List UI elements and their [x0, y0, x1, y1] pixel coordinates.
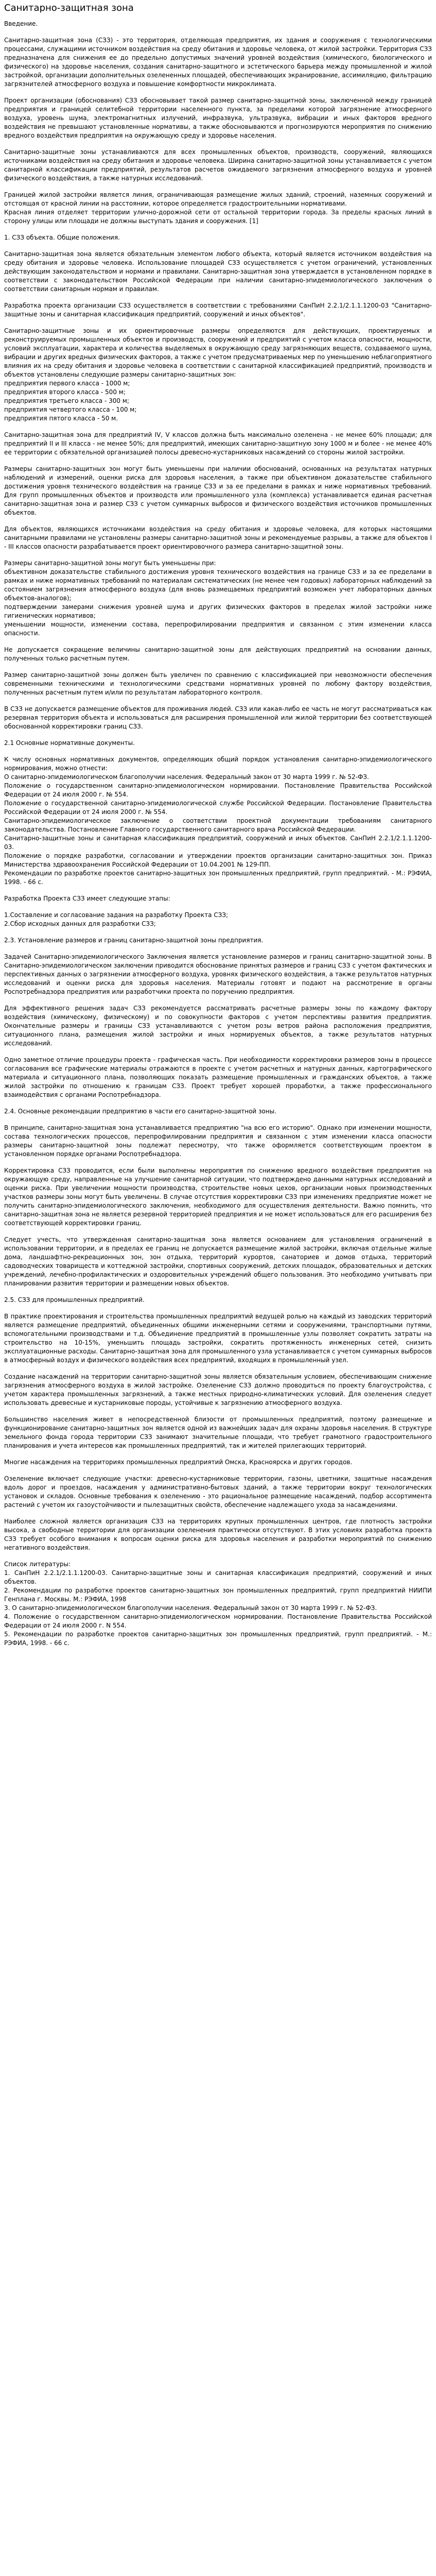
- paragraph: Рекомендации по разработке проектов санитарно-защитных зон промышленных предприятий, групп предприятий. - М.: РЭФИА, 1998. - 66 с.: [4, 870, 432, 886]
- paragraph: 2.1 Основные нормативные документы.: [4, 739, 135, 747]
- paragraph: предприятия первого класса - 1000 м;: [4, 380, 130, 387]
- paragraph: объективном доказательстве стабильного достижения уровня технического воздействия на границе СЗЗ и за ее пределами в рамках и ниже нормативных требований по материалам систематических (не менее чем годовых) лабораторных наблюдений за состоянием загрязнения атмосферного воздуха (для вновь размещаемых предприятий возможен учет лабораторных данных объектов-аналогов);: [4, 568, 432, 602]
- paragraph: К числу основных нормативных документов, определяющих общий порядок установления санитарно-эпидемиологического нормирования, можно отнести:: [4, 756, 432, 772]
- paragraph: подтверждении замерами снижения уровней шума и других физических факторов в пределах жилой застройки ниже гигиенических нормативов;: [4, 603, 432, 619]
- paragraph: В практике проектирования и строительства промышленных предприятий ведущей ролью на каждый из заводских территорий является размещение предприятий, объединенных общими инженерными сетями и сооружениями, транспортными путями, вспомогательными производствами и т.д. Объединение предприятий в промышленные узлы позволяет сократить затраты на строительство на 10-15%, уменьшить площадь застройки, сократить протяженность инженерных сетей, снизить эксплуатационные расходы. Санитарно-защитная зона для промышленного узла устанавливается с учетом суммарных выбросов в атмосферный воздух и физического воздействия всех предприятий, входящих в промышленный узел.: [4, 1313, 432, 1364]
- references-heading: Список литературы:: [4, 1561, 71, 1568]
- paragraph: уменьшении мощности, изменении состава, перепрофилировании предприятия и связанном с этим изменении класса опасности.: [4, 621, 432, 637]
- paragraph: Санитарно-защитная зона для предприятий IV, V классов должна быть максимально озеленена - не менее 60% площади; для предприятий II и III класса - не менее 50%; для предприятий, имеющих санитарно-защитную зону 1000 м и более - не менее 40% ее территории с обязательной организацией полосы древесно-кустарниковых насаждений со стороны жилой застройки.: [4, 431, 432, 456]
- paragraph: В принципе, санитарно-защитная зона устанавливается предприятию "на всю его историю". Однако при изменении мощности, состава технологических процессов, перепрофилировании предприятия и связанном с этим изменении класса опасности размеры санитарно-защитной зоны подлежат пересмотру, что также оформляется соответствующим проектом в установленном порядке органами Роспотребнадзора.: [4, 1124, 432, 1158]
- paragraph: Многие насаждения на территориях промышленных предприятий Омска, Красноярска и других городов.: [4, 1459, 353, 1466]
- document-body: [4, 20, 432, 1552]
- paragraph: Положение о порядке разработки, согласовании и утверждении проектов организации санитарно-защитных зон. Приказ Министерства здравоохранения Российской Федерации от 10.04.2001 № 129-ПП.: [4, 852, 432, 868]
- paragraph: Санитарно-защитная зона (СЗЗ) - это территория, отделяющая предприятия, их здания и сооружения с технологическими процессами, служащими источником воздействия на среду обитания и здоровье человека, от жилой застройки. Территория СЗЗ предназначена для снижения ее до предельно допустимых значений уровней воздействия (химического, биологического и физического) на здоровье населения, создания санитарно-защитного и эстетического барьера между промышленной и жилой застройкой, организации дополнительных озелененных площадей, обеспечивающих экранирование, ассимиляцию, фильтрацию загрязнителей атмосферного воздуха и повышение комфортности микроклимата.: [4, 37, 432, 88]
- paragraph: Положение о государственной санитарно-эпидемиологической службе Российской Федерации. Постановление Правительства Российской Федерации от 24 июля 2000 г. № 554.: [4, 800, 432, 816]
- paragraph: Одно заметное отличие процедуры проекта - графическая часть. При необходимости корректировки размеров зоны в процессе согласования все графические материалы отражаются в проекте с учетом расчетных и натурных данных, картографического материала и ситуационного плана, позволяющих показать размещение промышленных и гражданских объектов, а также жилой застройки по отношению к границам СЗЗ. Проект требует хорошей проработки, а также профессионального взаимодействия с органами Роспотребнадзора.: [4, 1056, 432, 1098]
- paragraph: Положение о государственном санитарно-эпидемиологическом нормировании. Постановление Правительства Российской Федерации от 24 июля 2000 г. № 554.: [4, 782, 432, 798]
- paragraph: Санитарно-защитная зона является обязательным элементом любого объекта, который является источником воздействия на среду обитания и здоровье человека. Использование площадей СЗЗ осуществляется с учетом ограничений, установленных действующим законодательством и нормами и правилами. Санитарно-защитная зона утверждается в установленном порядке в соответствии с законодательством Российской Федерации при наличии санитарно-эпидемиологического заключения о соответствии санитарным нормам и правилам.: [4, 250, 432, 293]
- paragraph: 1.Составление и согласование задания на разработку Проекта СЗЗ;: [4, 911, 229, 919]
- paragraph: Разработка проекта организации СЗЗ осуществляется в соответствии с требованиями СанПиН 2.2.1/2.1.1.1200-03 "Санитарно-защитные зоны и санитарная классификация предприятий, сооружений и иных объектов".: [4, 302, 432, 318]
- paragraph: Размер санитарно-защитной зоны должен быть увеличен по сравнению с классификацией при невозможности обеспечения современными техническими и технологическими средствами нормативных уровней по любому фактору воздействия, полученных расчетным путем и/или по результатам лабораторного контроля.: [4, 671, 432, 696]
- reference-item: 3. О санитарно-эпидемиологическом благополучии населения. Федеральный закон от 30 марта 1999 г. № 52-ФЗ.: [4, 1604, 377, 1612]
- paragraph: О санитарно-эпидемиологическом благополучии населения. Федеральный закон от 30 марта 1999 г. № 52-ФЗ.: [4, 773, 369, 781]
- paragraph: Введение.: [4, 20, 38, 27]
- paragraph: Озеленение включает следующие участки: древесно-кустарниковые территории, газоны, цветники, защитные насаждения вдоль дорог и проездов, насаждения у административно-бытовых зданий, а также территории вокруг технологических установок и складов. Основные требования к озеленению - это рациональное размещение насаждений, подбор ассортимента растений с учетом их газоустойчивости и пылезащитных свойств, обеспечение надлежащего ухода за насаждениями.: [4, 1475, 432, 1509]
- paragraph: Разработка Проекта СЗЗ имеет следующие этапы:: [4, 895, 170, 902]
- paragraph: 2.Сбор исходных данных для разработки СЗЗ;: [4, 920, 156, 927]
- paragraph: Проект организации (обоснования) СЗЗ обосновывает такой размер санитарно-защитной зоны, заключенной между границей предприятия и границей селитебной территории населенного пункта, за пределами которой загрязнение атмосферного воздуха, уровень шума, электромагнитных излучений, инфразвука, ультразвука, вибрации и иных факторов вредного воздействия не превышают установленные нормативы, а также обосновываются и прогнозируются мероприятия по снижению вредного воздействия предприятия на окружающую среду и здоровье населения.: [4, 97, 432, 139]
- paragraph: Большинство населения живет в непосредственной близости от промышленных предприятий, поэтому размещение и функционирование санитарно-защитных зон является одной из важнейших задач для охраны здоровья населения. В структуре земельного фонда города территории СЗЗ занимают значительные площади, что требует грамотного градостроительного планирования и учета интересов как промышленных предприятий, так и жителей прилегающих территорий.: [4, 1416, 432, 1449]
- paragraph: предприятия пятого класса - 50 м.: [4, 415, 118, 422]
- paragraph: предприятия четвертого класса - 100 м;: [4, 406, 137, 413]
- paragraph: Красная линия отделяет территории улично-дорожной сети от остальной территории города. За пределы красных линий в сторону улицы или площади не должны выступать здания и сооружения. [1]: [4, 209, 432, 225]
- paragraph: 2.5. СЗЗ для промышленных предприятий.: [4, 1296, 145, 1303]
- paragraph: предприятия третьего класса - 300 м;: [4, 397, 129, 404]
- paragraph: Санитарно-защитные зоны устанавливаются для всех промышленных объектов, производств, сооружений, являющихся источниками воздействия на среду обитания и здоровье человека. Ширина санитарно-защитной зоны устанавливается с учетом санитарной классификации предприятий, результатов расчетов ожидаемого загрязнения атмосферного воздуха и уровней физического воздействия, а также натурных исследований.: [4, 148, 432, 182]
- references-section: [4, 1560, 432, 1648]
- paragraph: Границей жилой застройки является линия, ограничивающая размещение жилых зданий, строений, наземных сооружений и отстоящая от красной линии на расстоянии, которое определяется градостроительными нормативами.: [4, 191, 432, 207]
- paragraph: Создание насаждений на территории санитарно-защитной зоны является обязательным условием, обеспечивающим снижение загрязнения атмосферного воздуха в жилой застройке. Озеленение СЗЗ должно проводиться по проекту благоустройства, с учетом характера промышленных загрязнений, а также местных природно-климатических условий. Для озеленения следует использовать древесные и кустарниковые породы, устойчивые к загрязнению атмосферного воздуха.: [4, 1373, 432, 1406]
- paragraph: Санитарно-защитные зоны и их ориентировочные размеры определяются для действующих, проектируемых и реконструируемых промышленных объектов и производств, сооружений и предприятий с учетом класса опасности, мощности, условий эксплуатации, характера и количества выделяемых в окружающую среду загрязняющих веществ, создаваемого шума, вибрации и других вредных физических факторов, а также с учетом предусматриваемых мер по уменьшению неблагоприятного влияния их на среду обитания и здоровье человека в соответствии с санитарной классификацией предприятий, производств и объектов установлены следующие размеры санитарно-защитных зон:: [4, 327, 432, 378]
- page-title: Санитарно-защитная зона: [4, 3, 134, 13]
- paragraph: Размеры санитарно-защитной зоны могут быть уменьшены при:: [4, 560, 216, 567]
- paragraph: 2.4. Основные рекомендации предприятию в части его санитарно-защитной зоны.: [4, 1108, 276, 1115]
- paragraph: Для объектов, являющихся источниками воздействия на среду обитания и здоровье человека, для которых настоящими санитарными правилами не установлены размеры санитарно-защитной зоны и рекомендуемые разрывы, а также для объектов I - III классов опасности разрабатывается проект ориентировочного размера санитарно-защитной зоны.: [4, 526, 432, 550]
- paragraph: 1. СЗЗ объекта. Общие положения.: [4, 234, 120, 241]
- paragraph: Санитарно-защитные зоны и санитарная классификация предприятий, сооружений и иных объектов. СанПиН 2.2.1/2.1.1.1200-03.: [4, 835, 432, 851]
- paragraph: Не допускается сокращение величины санитарно-защитной зоны для действующих предприятий на основании данных, полученных только расчетным путем.: [4, 646, 432, 662]
- paragraph: Для эффективного решения задач СЗЗ рекомендуется рассматривать расчетные размеры зоны по каждому фактору воздействия (химическому, физическому) и по совокупности факторов с учетом перспективы развития предприятия. Окончательные размеры и границы СЗЗ устанавливаются с учетом розы ветров района расположения предприятия, ситуационного плана, размещения жилой застройки и иных нормируемых объектов, а также результатов натурных исследований.: [4, 1005, 432, 1047]
- reference-item: 5. Рекомендации по разработке проектов санитарно-защитных зон промышленных предприятий, групп предприятий. - М.: РЭФИА, 1998. - 66 с.: [4, 1631, 432, 1647]
- paragraph: Санитарно-эпидемиологическое заключение о соответствии проектной документации требованиям санитарного законодательства. Постановление Главного государственного санитарного врача Российской Федерации.: [4, 817, 432, 833]
- paragraph: Корректировка СЗЗ проводится, если были выполнены мероприятия по снижению вредного воздействия предприятия на окружающую среду, направленные на улучшение санитарной ситуации, что подтверждено данными натурных исследований и оценки риска. При увеличении мощности производства, строительстве новых цехов, организации новых производственных участков размеры зоны могут быть увеличены. В случае отсутствия корректировки СЗЗ при изменениях предприятие может не получить санитарно-эпидемиологического заключения, необходимого для осуществления деятельности. Важно помнить, что санитарно-защитная зона не является резервной территорией предприятия и не может использоваться для его расширения без соответствующей корректировки границ.: [4, 1167, 432, 1227]
- paragraph: Размеры санитарно-защитных зон могут быть уменьшены при наличии обоснований, основанных на результатах натурных наблюдений и измерений, оценки риска для здоровья населения, а также при объективном доказательстве стабильного достижения уровня технического воздействия на границе СЗЗ и за ее пределами в рамках и ниже нормативных требований. Для групп промышленных объектов и производств или промышленного узла (комплекса) устанавливается единая расчетная санитарно-защитная зона и размер СЗЗ с учетом суммарных выбросов и физического воздействия источников промышленных объектов.: [4, 465, 432, 516]
- paragraph: 2.3. Установление размеров и границ санитарно-защитной зоны предприятия.: [4, 937, 264, 944]
- paragraph: Задачей Санитарно-эпидемиологического Заключения является установление размеров и границ санитарно-защитной зоны. В Санитарно-эпидемиологическом заключении приводится обоснование принятых размеров и границ СЗЗ с учетом фактических и перспективных данных о загрязнении атмосферного воздуха, уровнях физического воздействия, а также результатов натурных исследований и оценки риска для здоровья населения. Материалы готовят и подают на рассмотрение в органы Роспотребнадзора предприятия или разработчики проекта по поручению предприятия.: [4, 953, 432, 995]
- reference-item: 2. Рекомендации по разработке проектов санитарно-защитных зон промышленных предприятий, групп предприятий НИИПИ Генплана г. Москвы. М.: РЭФИА, 1998: [4, 1587, 432, 1603]
- paragraph: Следует учесть, что утвержденная санитарно-защитная зона является основанием для установления ограничений в использовании территории, и в пределах ее границ не допускается размещение жилой застройки, включая отдельные жилые дома, ландшафтно-рекреационных зон, зон отдыха, территорий курортов, санаториев и домов отдыха, территорий садоводческих товариществ и коттеджной застройки, спортивных сооружений, детских площадок, образовательных и детских учреждений, лечебно-профилактических и оздоровительных учреждений общего пользования. Это необходимо учитывать при планировании развития территории и размещении новых объектов.: [4, 1236, 432, 1287]
- paragraph: Наиболее сложной является организация СЗЗ на территориях крупных промышленных центров, где плотность застройки высока, а свободные территории для организации озеленения практически отсутствуют. В этих условиях разработка проекта СЗЗ требует особого внимания к вопросам оценки риска для здоровья населения и разработки мероприятий по снижению негативного воздействия.: [4, 1518, 432, 1551]
- paragraph: В СЗЗ не допускается размещение объектов для проживания людей. СЗЗ или какая-либо ее часть не могут рассматриваться как резервная территория объекта и использоваться для расширения промышленной или жилой территории без соответствующей обоснованной корректировки границ СЗЗ.: [4, 705, 432, 730]
- reference-item: 1. СанПиН 2.2.1/2.1.1.1200-03. Санитарно-защитные зоны и санитарная классификация предприятий, сооружений и иных объектов.: [4, 1569, 432, 1585]
- reference-item: 4. Положение о государственном санитарно-эпидемиологическом нормировании. Постановление Правительства Российской Федерации от 24 июля 2000 г. N 554.: [4, 1613, 432, 1629]
- paragraph: предприятия второго класса - 500 м;: [4, 388, 126, 396]
